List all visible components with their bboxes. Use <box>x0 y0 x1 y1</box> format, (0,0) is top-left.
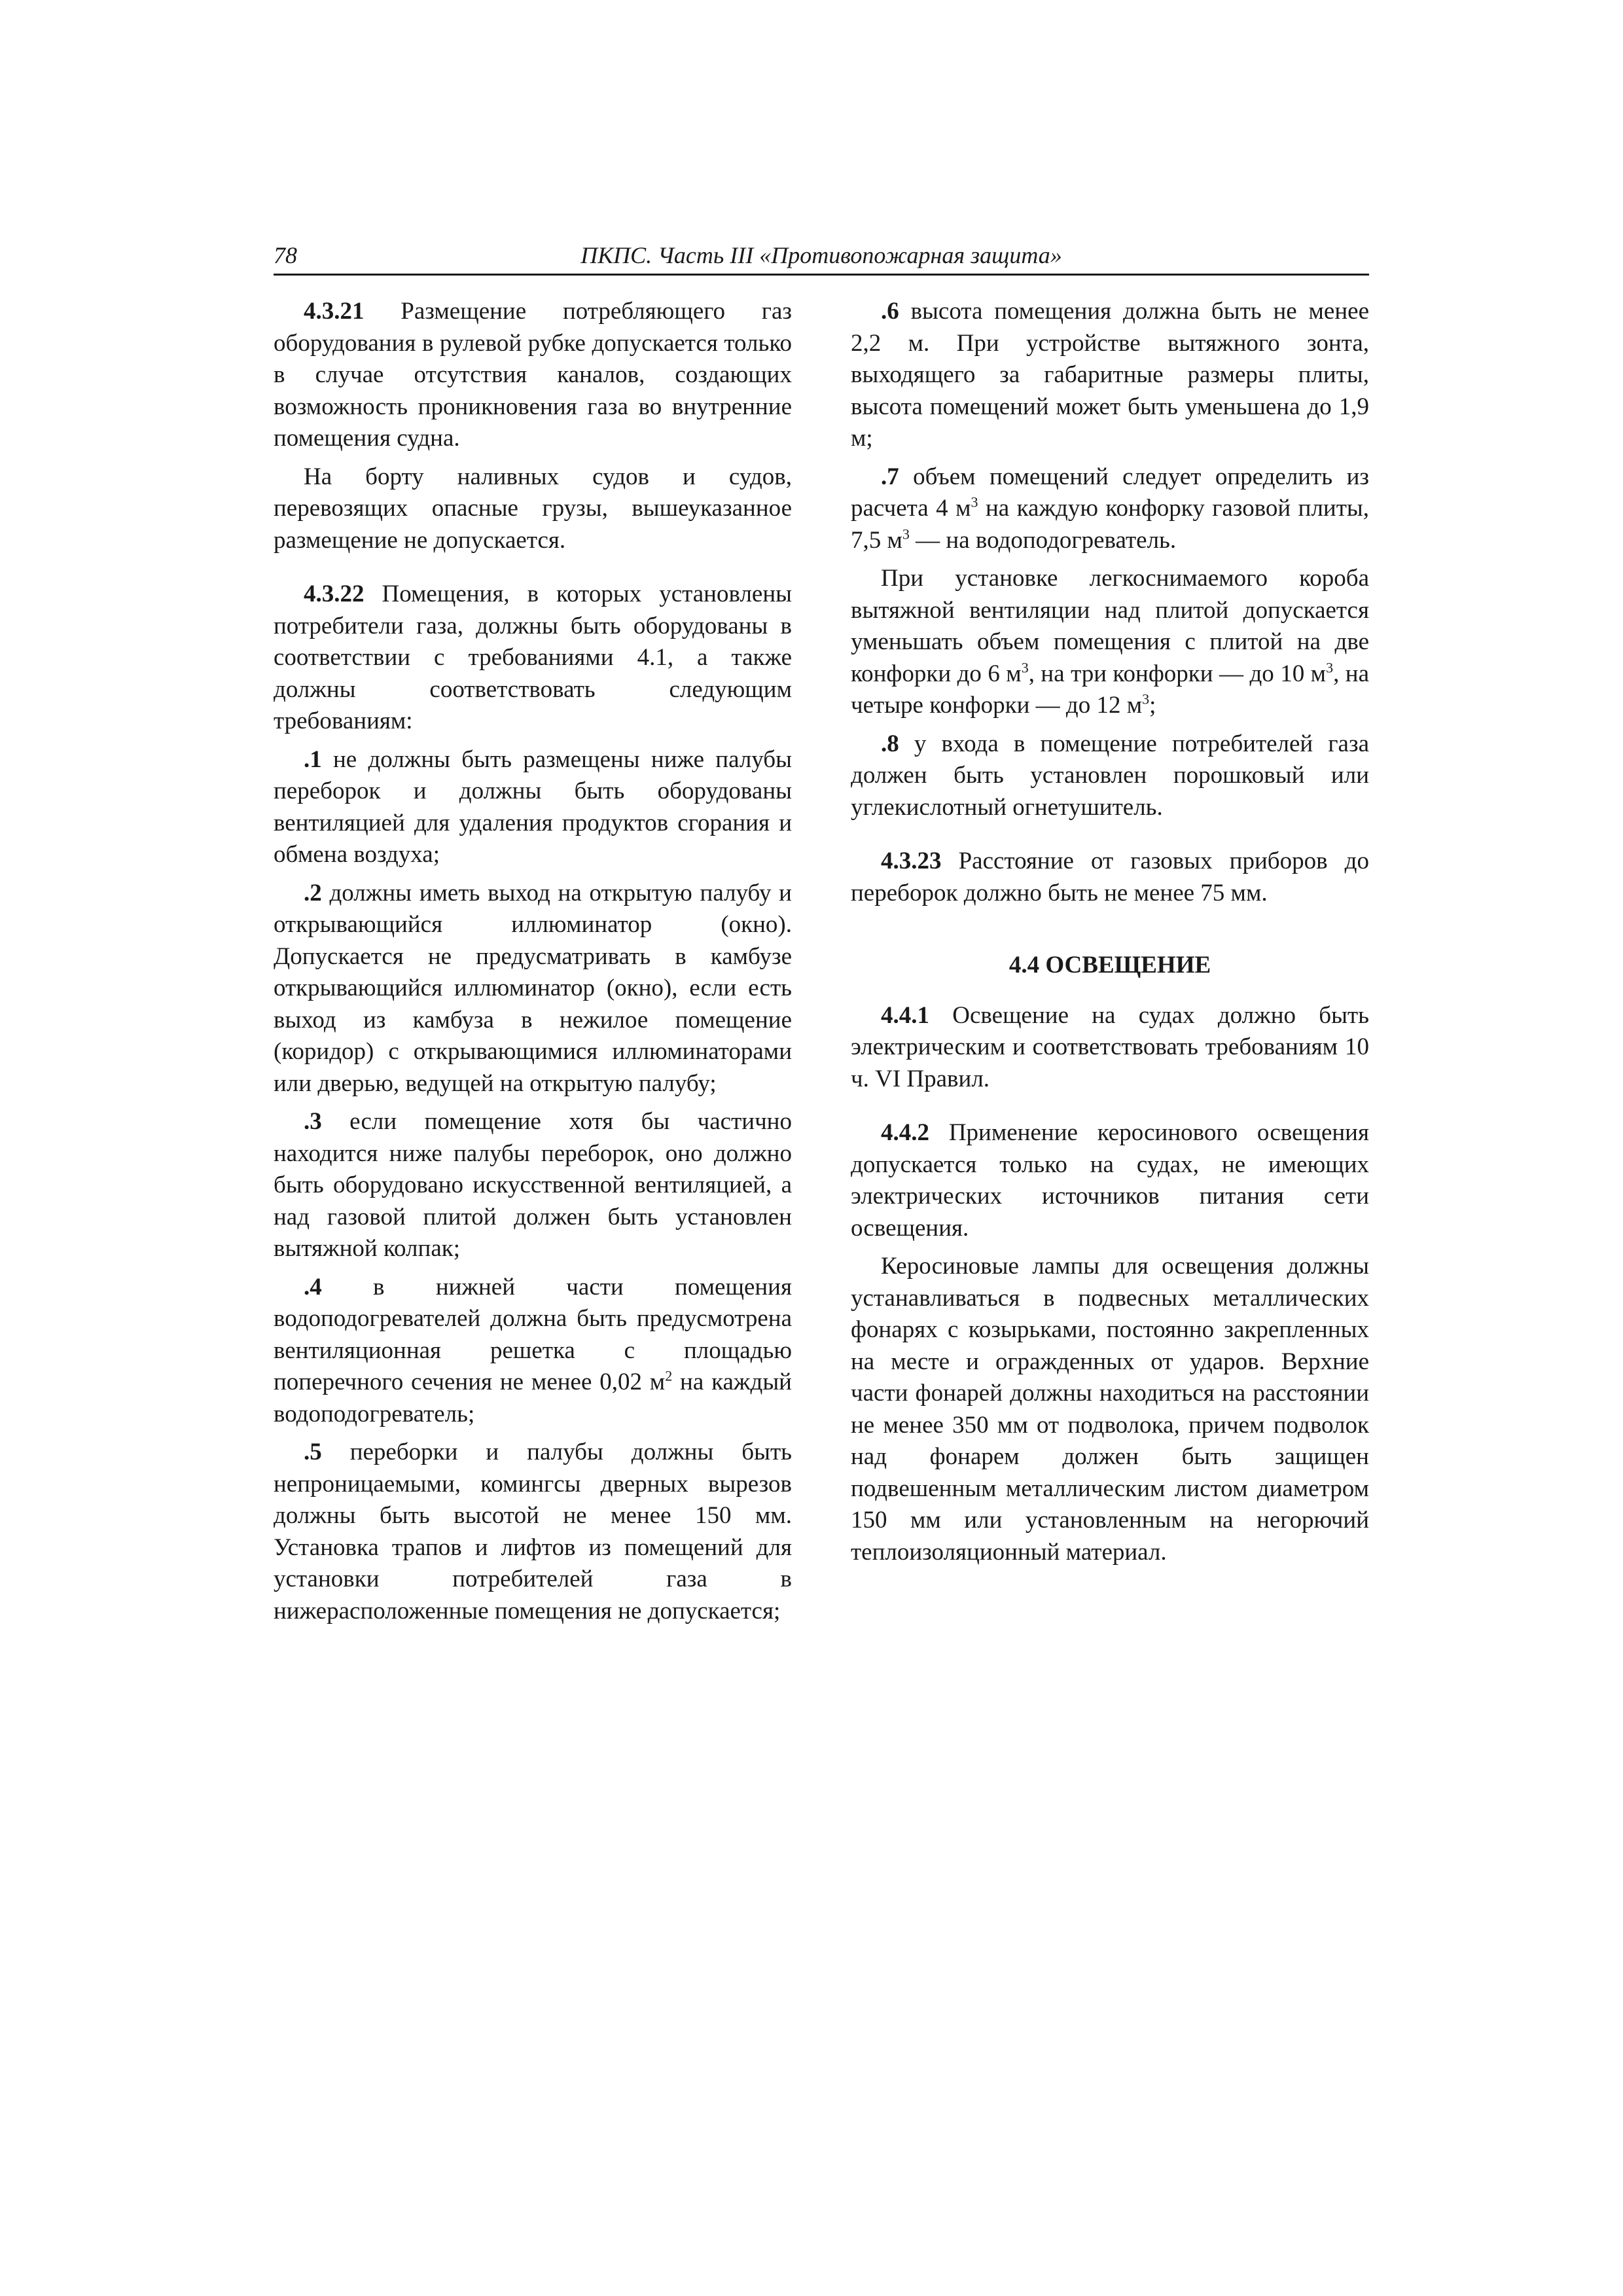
clause-number: 4.4.2 <box>881 1119 929 1146</box>
item-number: .3 <box>304 1108 322 1135</box>
item-text: на каждый водоподогреватель; <box>274 1369 792 1427</box>
item-number: .4 <box>304 1273 322 1300</box>
paragraph-4-3-22 <box>274 579 792 738</box>
clause-number: 4.3.21 <box>304 298 365 325</box>
list-item-1 <box>274 744 792 871</box>
list-item-3 <box>274 1106 792 1265</box>
item-number: .5 <box>304 1439 322 1465</box>
item-text: у входа в помещение потребителей газа должен быть установлен порошковый или углекислотный огнетушитель. <box>851 730 1369 821</box>
clause-number: 4.3.22 <box>304 581 365 607</box>
paragraph-4-4-1 <box>851 1000 1369 1096</box>
clause-text: Размещение потребляющего газ оборудования в рулевой рубке допускается только в случае отсутствия каналов, создающих возможность проникновения газа во внутренние помещения судна. <box>274 298 792 452</box>
paragraph-4-3-23 <box>851 846 1369 909</box>
item-text: не должны быть размещены ниже палубы переборок и должны быть оборудованы вентиляцией для удаления продуктов сгорания и обмена воздуха; <box>274 745 792 868</box>
superscript: 3 <box>1021 659 1029 676</box>
superscript: 3 <box>1326 659 1334 676</box>
list-item-7 <box>851 461 1369 557</box>
clause-number: 4.4.1 <box>881 1001 929 1029</box>
clause-text: Освещение на судах должно быть электрическим и соответствовать требованиям 10 ч. VI Правил. <box>851 1001 1369 1092</box>
item-text: если помещение хотя бы частично находится ниже палубы переборок, оно должно быть оборудовано искусственной вентиляцией, а над газовой плитой должен быть установлен вытяжной колпак; <box>274 1108 792 1262</box>
clause-text: Помещения, в которых установлены потребители газа, должны быть оборудованы в соответствии с требованиями 4.1, а также должны соответствовать следующим требованиям: <box>274 581 792 734</box>
superscript: 3 <box>1142 691 1150 708</box>
list-item-4 <box>274 1272 792 1431</box>
paragraph-4-3-21 <box>274 296 792 455</box>
left-column <box>274 296 792 1627</box>
item-text: — на водоподогреватель. <box>909 526 1177 554</box>
item-text: на каждую конфорку газовой плиты, 7,5 м <box>851 495 1370 554</box>
right-column <box>851 296 1369 1568</box>
item-text: в нижней части помещения водоподогревателей должна быть предусмотрена вентиляционная решетка с площадью поперечного сечения не менее 0,02 м <box>274 1273 792 1395</box>
item-text: высота помещения должна быть не менее 2,2 м. При устройстве вытяжного зонта, выходящего за габаритные размеры плиты, высота помещений может быть уменьшена до 1,9 м; <box>851 298 1369 452</box>
item-text: объем помещений следует определить из расчета 4 м <box>851 463 1369 522</box>
item-text: ; <box>1149 692 1156 719</box>
item-number: .2 <box>304 879 322 906</box>
item-number: .6 <box>881 298 899 325</box>
item-number: .8 <box>881 730 899 757</box>
page-header <box>274 237 1369 276</box>
item-number: .7 <box>881 463 899 490</box>
list-item-7-continued <box>851 563 1369 722</box>
superscript: 2 <box>665 1367 673 1384</box>
item-text: должны иметь выход на открытую палубу и открывающийся иллюминатор (окно). Допускается не предусматривать в камбузе открывающийся иллюминатор (окно), если есть выход из камбуза в нежилое помещение (коридор) с открывающимися иллюминаторами или дверью, ведущей на открытую палубу; <box>274 879 792 1097</box>
section-title: 4.4 ОСВЕЩЕНИЕ <box>1008 952 1211 978</box>
paragraph-4-4-2-continued: Керосиновые лампы для освещения должны устанавливаться в подвесных металлических фонарях с козырьками, постоянно закрепленных на месте и огражденных от ударов. Верхние части фонарей должны находиться на расстоянии не менее 350 мм от подволока, причем подволок над фонарем должен быть защищен подвешенным металлическим листом диаметром 150 мм или установленным на негорючий теплоизоляционный материал. <box>851 1253 1369 1566</box>
page-number: 78 <box>274 242 297 268</box>
superscript: 3 <box>902 526 910 543</box>
running-title: ПКПС. Часть III «Противопожарная защита» <box>580 242 1062 268</box>
item-text: При установке легкоснимаемого короба вытяжной вентиляции над плитой допускается уменьшать объем помещения с плитой на две конфорки до 6 м <box>851 565 1369 687</box>
item-text: , на три конфорки — до 10 м <box>1028 660 1327 687</box>
clause-number: 4.3.23 <box>881 848 942 874</box>
list-item-5 <box>274 1437 792 1627</box>
clause-text: Расстояние от газовых приборов до переборок должно быть не менее 75 мм. <box>851 848 1369 906</box>
list-item-8 <box>851 728 1369 824</box>
paragraph-4-4-2 <box>851 1117 1369 1244</box>
paragraph-4-3-21-continued: На борту наливных судов и судов, перевозящих опасные грузы, вышеуказанное размещение не допускается. <box>274 463 792 554</box>
list-item-2 <box>274 878 792 1100</box>
superscript: 3 <box>971 493 978 511</box>
item-text: , на четыре конфорки — до 12 м <box>851 660 1369 719</box>
clause-text: Применение керосинового освещения допускается только на судах, не имеющих электрических источников питания сети освещения. <box>851 1119 1369 1242</box>
item-number: .1 <box>304 745 322 773</box>
list-item-6 <box>851 296 1369 455</box>
item-text: переборки и палубы должны быть непроницаемыми, комингсы дверных вырезов должны быть высотой не менее 150 мм. Установка трапов и лифтов из помещений для установки потребителей газа в нижерасположенные помещения не допускается; <box>274 1439 792 1624</box>
